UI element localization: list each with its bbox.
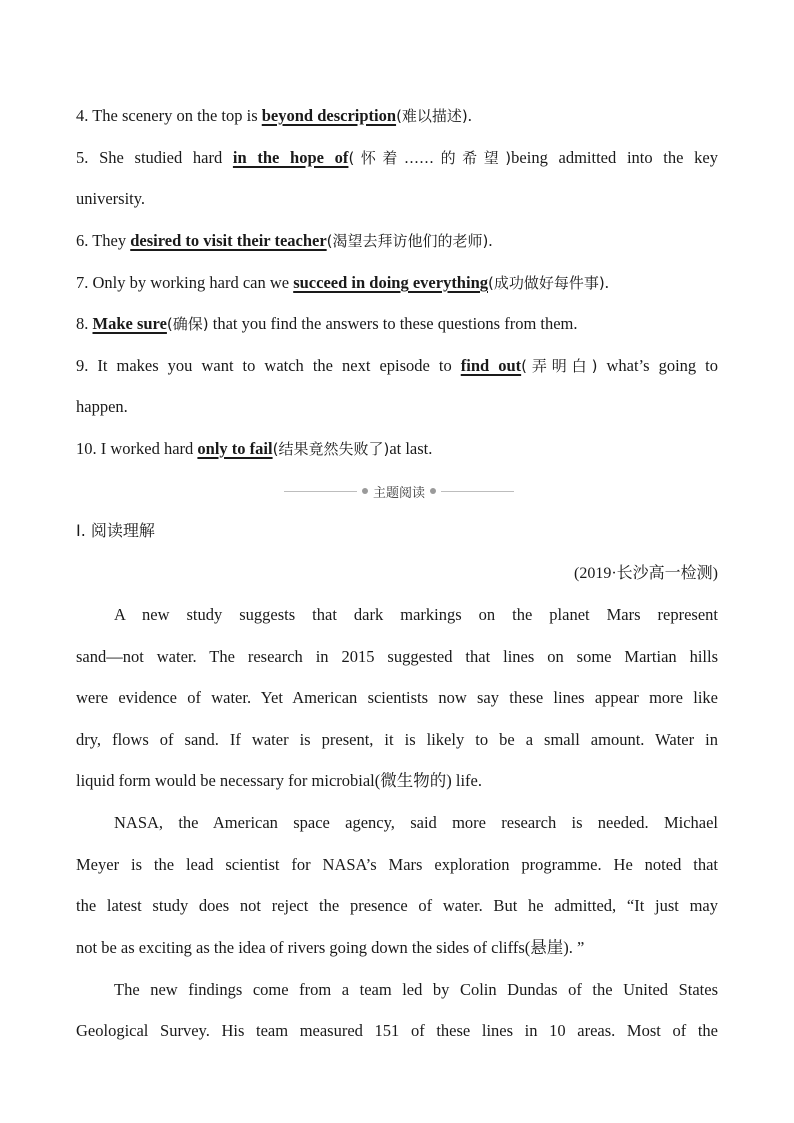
bullet-dot-icon [430,488,436,494]
passage-line: The new findings come from a team led by Colin Dundas of the United States [114,980,718,999]
exercise-6 [76,230,718,252]
exercise-5 [76,147,718,169]
passage-line: NASA, the American space agency, said more research is needed. Michael [114,813,718,832]
divider-rule [441,491,514,492]
exercise-text: They [92,231,131,250]
chinese-hint: (难以描述) [396,107,468,125]
exercise-9-continuation: happen. [76,397,128,416]
exercise-text: . [467,106,472,125]
chinese-hint: (渴望去拜访他们的老师) [326,232,489,250]
exercise-text: . [488,231,493,250]
exercise-number: 4. [76,106,93,125]
passage-line: were evidence of water. Yet American scientists now say these lines appear more like [76,688,718,707]
exercise-number: 5. [76,148,100,167]
section-divider [284,480,514,502]
chinese-hint: (确保) [166,315,209,333]
bullet-dot-icon [362,488,368,494]
exercise-number: 6. [76,231,93,250]
exercise-text: Only by working hard can we [92,273,294,292]
passage-line: the latest study does not reject the presence of water. But he admitted, “It just may [76,896,718,915]
divider-label: 主题阅读 [373,485,426,501]
chinese-hint: (成功做好每件事) [488,274,605,292]
answer-blank: beyond description [261,106,397,125]
passage-line: dry, flows of sand. If water is present, it is likely to be a small amount. Water in [76,730,718,749]
exercise-5-continuation: university. [76,189,146,208]
divider-rule [284,491,357,492]
exercise-text: being admitted into the key [511,148,718,167]
source-note: (2019·长沙高一检测) [574,565,718,582]
exercise-text: that you find the answers to these questions from them. [208,314,578,333]
exercise-number: 8. [76,314,93,333]
exercise-text: It makes you want to watch the next episode to [97,356,461,375]
exercise-text: . [604,273,609,292]
exercise-number: 7. [76,273,93,292]
exercise-10 [76,438,718,460]
answer-blank: desired to visit their teacher [130,231,327,250]
answer-blank: only to fail [197,439,273,458]
answer-blank: succeed in doing everything [293,273,488,292]
exercise-text: at last. [389,439,433,458]
passage-line: Meyer is the lead scientist for NASA’s Mars exploration programme. He noted that [76,855,718,874]
exercise-4 [76,105,718,127]
section-title: Ⅰ. 阅读理解 [76,521,155,540]
passage-line: liquid form would be necessary for microbial(微生物的) life. [76,771,482,790]
passage-line: sand—not water. The research in 2015 suggested that lines on some Martian hills [76,647,718,666]
exercise-text: what’s going to [597,356,719,375]
exercise-text: I worked hard [100,439,198,458]
answer-blank: find out [460,356,522,375]
chinese-hint: (结果竟然失败了) [272,440,390,458]
exercise-number: 10. [76,439,101,458]
exercise-number: 9. [76,356,98,375]
exercise-8 [76,313,718,335]
answer-blank: in the hope of [232,148,349,167]
passage-line: A new study suggests that dark markings on the planet Mars represent [114,605,718,624]
passage-line: not be as exciting as the idea of rivers going down the sides of cliffs(悬崖). ” [76,938,585,957]
chinese-hint: (怀着……的希望) [348,149,512,167]
exercise-text: The scenery on the top is [92,106,262,125]
chinese-hint: (弄明白) [521,357,598,375]
answer-blank: Make sure [92,314,167,333]
passage-line: Geological Survey. His team measured 151 of these lines in 10 areas. Most of the [76,1021,718,1040]
exercise-9 [76,355,718,377]
exercise-7 [76,272,718,294]
exercise-text: She studied hard [99,148,233,167]
